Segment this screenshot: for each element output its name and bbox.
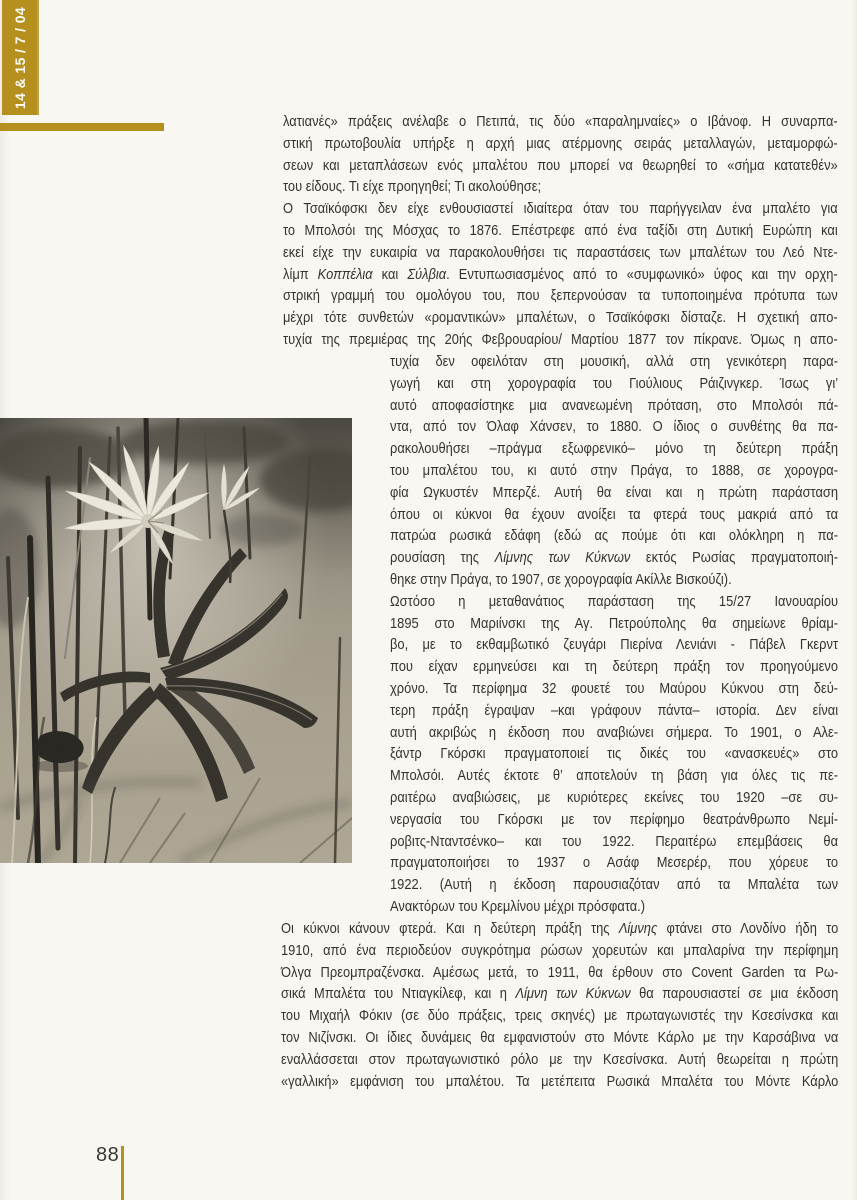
text-line: τον Νιζίνσκι. Οι ίδιες δυνάμεις θα εμφανιστούν στο Μόντε Κάρλο με την Καρσάβινα να	[281, 1028, 839, 1046]
text-line: ρουσίαση της Λίμνης των Κύκνων εκτός Ρωσίας πραγματοποιή-	[390, 549, 839, 567]
text-line: βο, με το εκθαμβωτικό ζευγάρι Πιερίνα Λενιάνι - Πάβελ Γκερντ	[390, 636, 839, 654]
text-line: όπου οι κύκνοι θα έχουν ανοίξει τα φτερά τους μακριά από τα	[390, 505, 839, 523]
text-line: 1895 στο Μαριίνσκι της Αγ. Πετρούπολης θα σημείωνε θρίαμ-	[390, 614, 839, 632]
article-block-bottom	[281, 918, 838, 1092]
text-line: ξάντρ Γκόρσκι πραγματοποιεί τις δικές του «ανασκευές» στο	[390, 745, 839, 763]
text-line: θηκε στην Πράγα, το 1907, σε χορογραφία Ακίλλε Βισκούζι).	[390, 570, 732, 588]
text-line: 1922. (Αυτή η έκδοση παρουσιαζόταν από τα Μπαλέτα των	[390, 876, 839, 894]
text-line: ραιτέρω αναβιώσεις, με κυριότερες εκείνες του 1920 –σε συ-	[390, 788, 839, 806]
text-line: τυχία της πρεμιέρας της 20ής Φεβρουαρίου/ Μαρτίου 1877 τον πίκρανε. Όμως η απο-	[283, 330, 838, 348]
text-line: στική πρωτοβουλία υπήρξε η αρχή μιας ατέρμονης σειράς μεταλλαγών, μεταμορφώ-	[283, 134, 838, 152]
text-line: σικά Μπαλέτα του Ντιαγκίλεφ, και η Λίμνη των Κύκνων θα παρουσιαστεί σε μια έκδοση	[281, 985, 839, 1003]
text-line: που είχαν ερμηνεύσει και τη δεύτερη πράξη τον προηγούμενο	[390, 658, 839, 676]
text-line: ρακολουθήσει –πράγμα εξωφρενικό– μόνο τη δεύτερη πράξη	[390, 440, 839, 458]
text-line: μέχρι τότε συνθετών «ρομαντικών» μπαλέτων, ο Τσαϊκόφσκι δίσταζε. Η σχετική απο-	[283, 309, 838, 327]
text-line: λατιανές» πράξεις ανέλαβε ο Πετιπά, τις δύο «παραλημναίες» ο Ιβάνοφ. Η συναρπα-	[283, 113, 838, 130]
date-tab-label: 14 & 15 / 7 / 04	[12, 6, 29, 109]
text-line: Όλγα Πρεομπραζένσκα. Αμέσως μετά, το 1911, θα έρθουν στο Covent Garden τα Ρω-	[281, 963, 839, 981]
text-line: πραγματοποιήσει το 1937 ο Ασάφ Μεσερέρ, που χόρευε το	[390, 854, 839, 872]
text-line: πατρώα ρωσικά εδάφη (εδώ ας πούμε ότι και ολόκληρη η πα-	[390, 527, 839, 545]
article-block-top	[283, 111, 838, 351]
page-number: 88	[96, 1144, 120, 1166]
text-line: ροβιτς-Νταντσένκο– και του 1922. Περαιτέρω επεμβάσεις θα	[390, 832, 839, 850]
text-line: αυτή ακριβώς η έκδοση που αναβιώνει σήμερα. Το 1901, ο Αλε-	[390, 723, 839, 741]
text-line: εναλλάσσεται στον πρωταγωνιστικό ρόλο με την Κσεσίνσκα. Αυτή θεωρείται η πρώτη	[281, 1050, 839, 1068]
text-line: τυχία δεν οφειλόταν στη μουσική, αλλά στη γενικότερη παρα-	[390, 353, 839, 370]
text-line: νεργασία του Γκόρσκι με τον περίφημο θεατράνθρωπο Νεμί-	[390, 810, 839, 828]
text-line: σεων και μεταπλάσεων ενός μπαλέτου που μπορεί να θεωρηθεί το «σήμα κατατεθέν»	[283, 156, 838, 174]
gold-rule	[0, 123, 164, 131]
text-line: στρική γραμμή του ομολόγου του, που ξεπερνούσαν τα τυποποιημένα πρότυπα των	[283, 287, 838, 305]
text-line: «γαλλική» εμφάνιση του μπαλέτου. Τα μετέπειτα Ρωσικά Μπαλέτα του Μόντε Κάρλο	[281, 1072, 839, 1090]
flower-photo	[0, 418, 352, 863]
text-line: Ωστόσο η μεταθανάτιος παράσταση της 15/27 Ιανουαρίου	[390, 592, 839, 610]
text-line: το Μπολσόι της Μόσχας το 1876. Επέστρεφε από ένα ταξίδι στη Δυτική Ευρώπη και	[283, 221, 838, 239]
text-line: Οι κύκνοι κάνουν φτερά. Και η δεύτερη πράξη της Λίμνης φτάνει στο Λονδίνο ήδη το	[281, 920, 839, 937]
text-line: φία Ωγκυστέν Μπερζέ. Αυτή θα είναι και η πρώτη παράσταση	[390, 483, 839, 501]
text-line: Ο Τσαϊκόφσκι δεν είχε ενθουσιαστεί ιδιαίτερα όταν του παρήγγειλαν ένα μπαλέτο για	[283, 200, 838, 218]
date-tab	[2, 0, 39, 115]
text-line: του είδους. Τι είχε προηγηθεί; Τι ακολούθησε;	[283, 178, 542, 196]
text-line: γωγή και στη χορογραφία του Γιούλιους Ράιζινγκερ. Ίσως γι’	[390, 374, 839, 392]
text-line: του Μιχαήλ Φόκιν (σε δύο πράξεις, τρεις σκηνές) με πρωταγωνιστές την Κσεσίνσκα και	[281, 1007, 839, 1025]
text-line: εκεί είχε την ευκαιρία να παρακολουθήσει τις παραστάσεις των μπαλέτων του Λεό Ντε-	[283, 243, 838, 261]
text-line: λίμπ Κοππέλια και Σύλβια. Εντυπωσιασμένος από το «συμφωνικό» ύφος και την ορχη-	[283, 265, 838, 283]
text-line: 1910, από ένα περιοδεύον συγκρότημα ρώσων χορευτών και μπαλαρίνα την περίφημη	[281, 941, 839, 959]
article-block-beside-photo	[390, 351, 838, 918]
flower-photo-image	[0, 418, 352, 863]
text-line: αυτό αποφασίστηκε μια ανανεωμένη πρόταση, στο Μπολσόι πά-	[390, 396, 839, 414]
footer-rule	[121, 1146, 124, 1200]
text-line: ντα, από τον Όλαφ Χάνσεν, το 1880. Ο ίδιος ο συνθέτης θα πα-	[390, 418, 839, 436]
text-line: Μπολσόι. Αυτές έκτοτε θ’ αποτελούν τη βάση για όλες τις πε-	[390, 767, 839, 785]
text-line: Ανακτόρων του Κρεμλίνου μέχρι πρόσφατα.)	[390, 897, 646, 915]
text-line: χρόνο. Τα περίφημα 32 φουετέ του Μαύρου Κύκνου στη δεύ-	[390, 679, 839, 697]
text-line: του μπαλέτου του, κι αυτό στην Πράγα, το 1888, σε χορογρα-	[390, 461, 839, 479]
text-line: τερη πράξη έγραψαν –και γράφουν πάντα– ιστορία. Δεν είναι	[390, 701, 839, 719]
